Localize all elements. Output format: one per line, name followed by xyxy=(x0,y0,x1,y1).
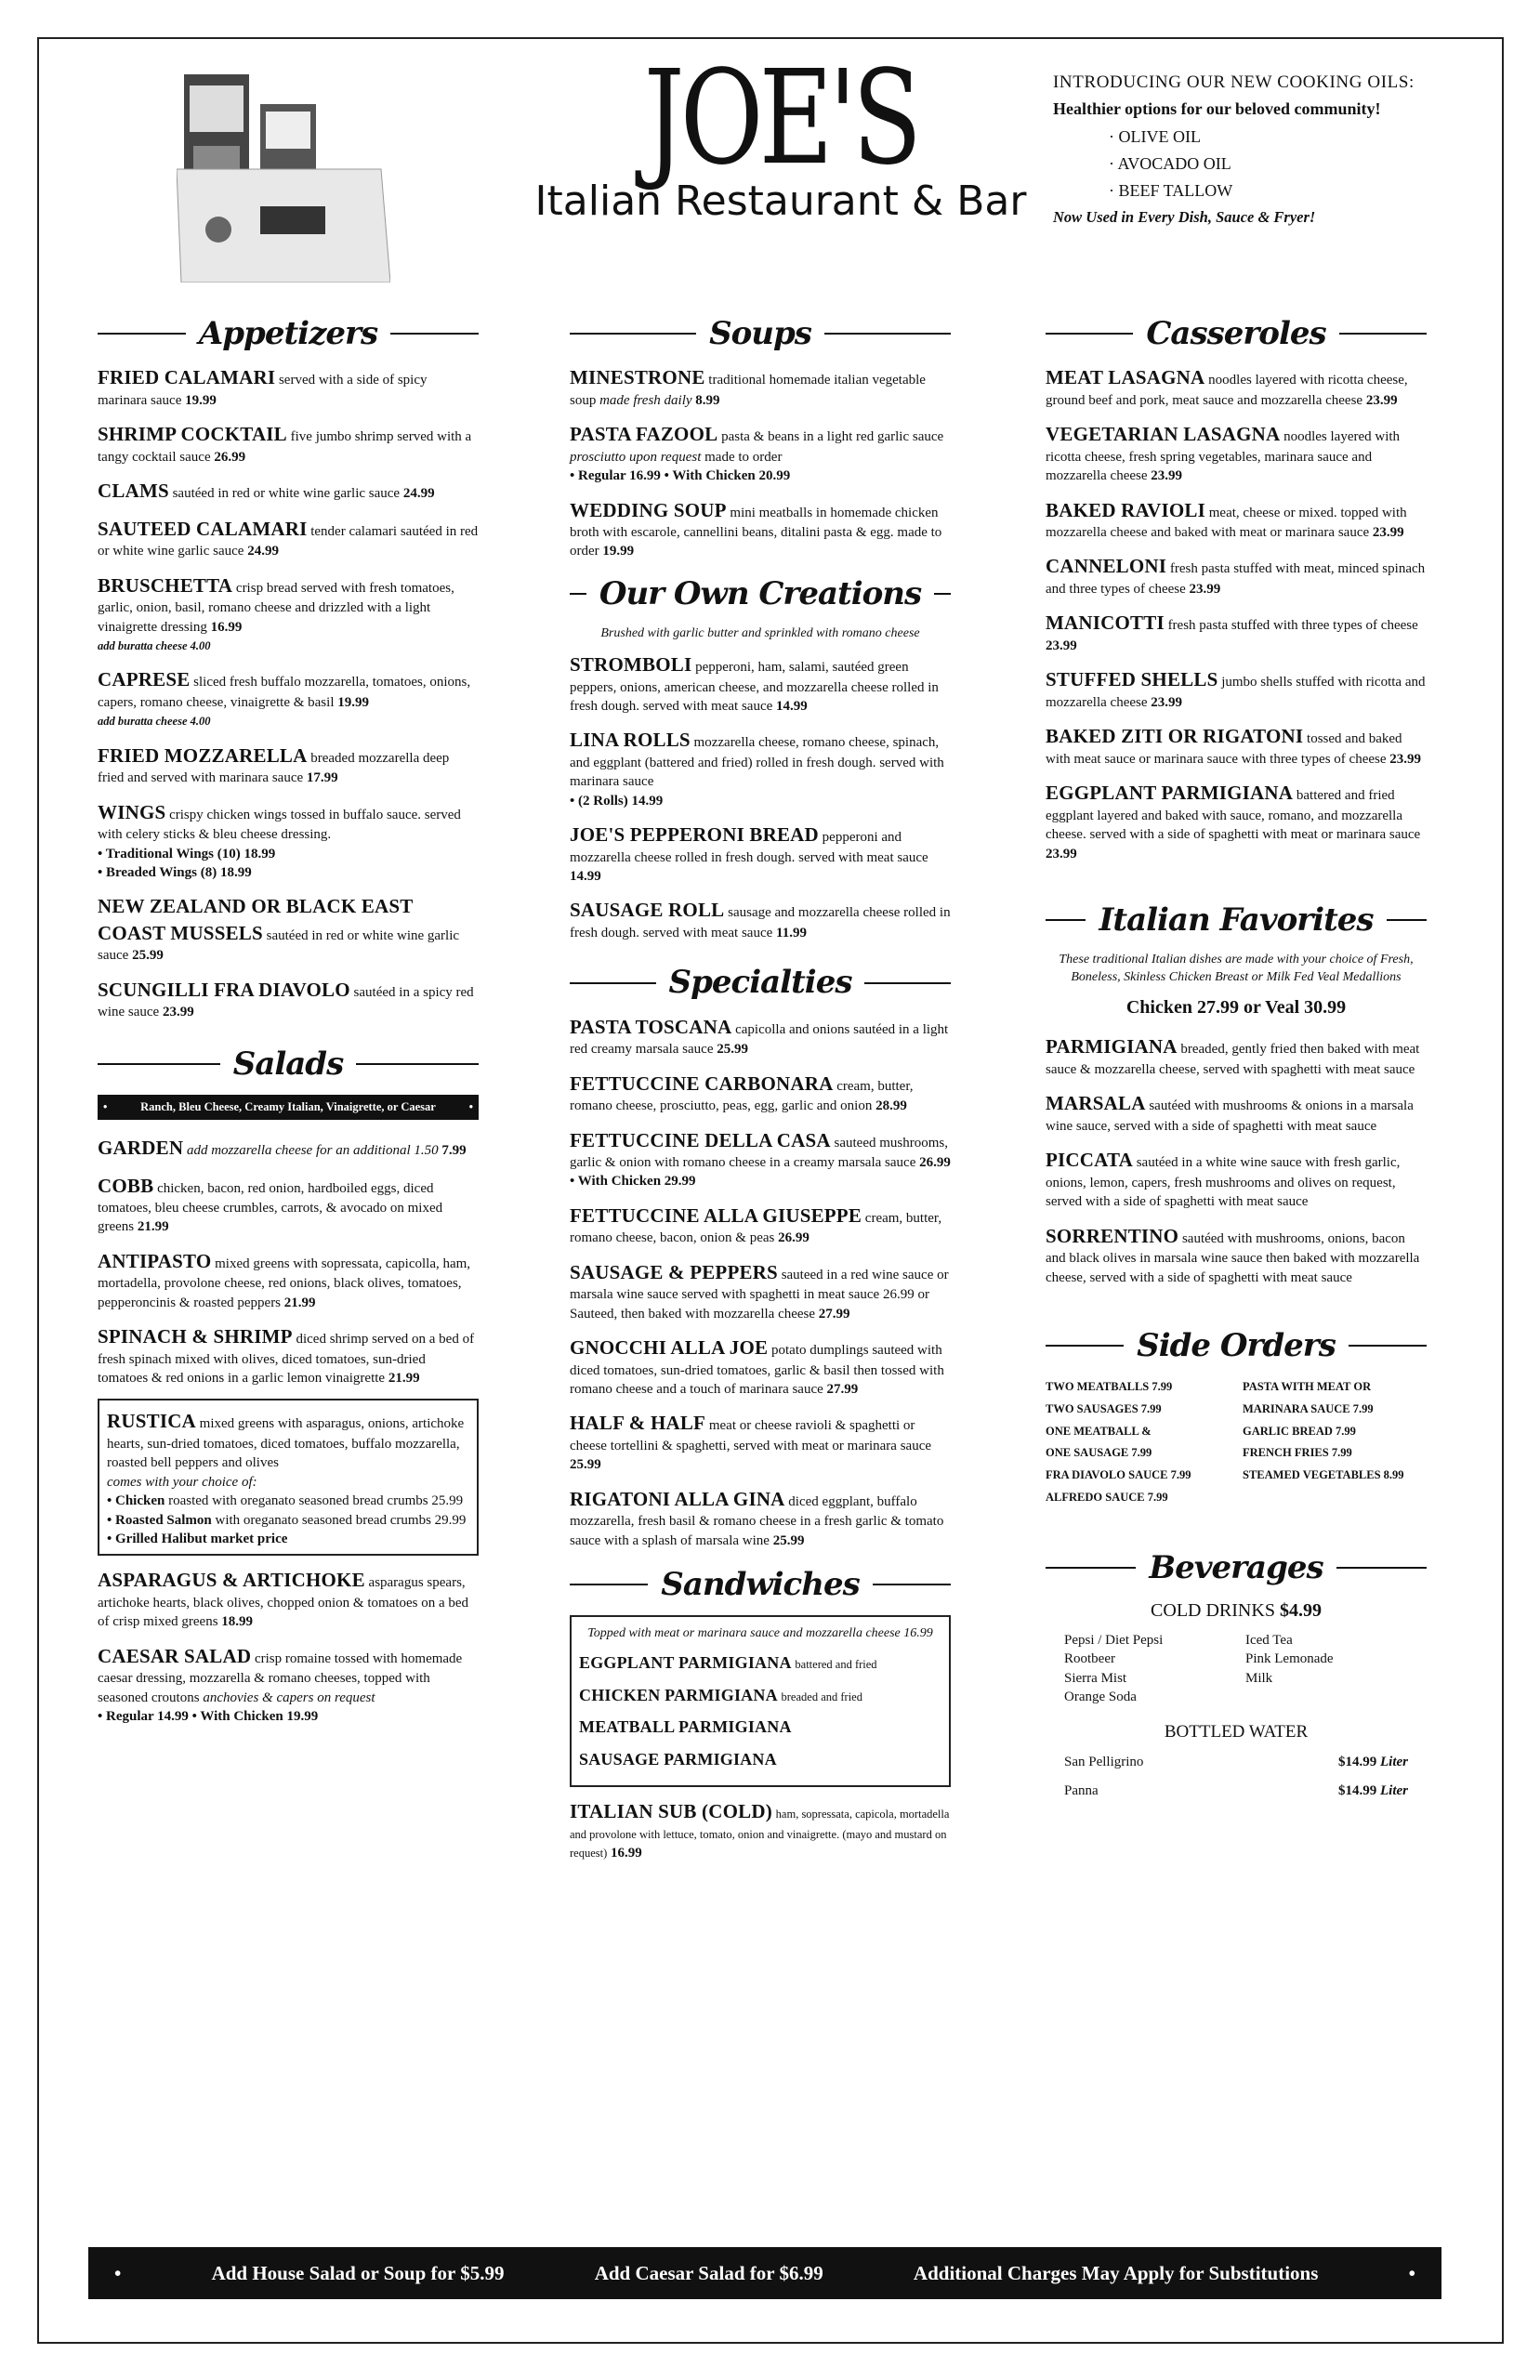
appetizers-heading: Appetizers xyxy=(98,312,479,355)
oil-item: · BEEF TALLOW xyxy=(1109,180,1233,200)
footer-caesar-salad: Add Caesar Salad for $6.99 xyxy=(594,2261,823,2284)
side-item: STEAMED VEGETABLES 8.99 xyxy=(1243,1468,1404,1482)
menu-item: RIGATONI ALLA GINA diced eggplant, buffalo mozzarella, fresh basil & romano cheese in a fresh garlic & tomato sauce with a splash of marsala wine 25.99 xyxy=(570,1487,944,1548)
menu-item: SHRIMP COCKTAIL five jumbo shrimp served with a tangy cocktail sauce 26.99 xyxy=(98,423,472,465)
sandwiches-heading: Sandwiches xyxy=(570,1563,951,1606)
menu-item: SAUSAGE & PEPPERS sauteed in a red wine sauce or marsala wine sauce served with spaghetti in meat sauce 26.99 or Sauteed, then baked with mozzarella cheese 27.99 xyxy=(570,1260,949,1321)
soups-list xyxy=(570,364,951,561)
side-item: FRENCH FRIES 7.99 xyxy=(1243,1446,1352,1460)
column-middle xyxy=(570,307,951,1874)
side-item: PASTA WITH MEAT OR xyxy=(1243,1380,1372,1394)
creations-heading: Our Own Creations xyxy=(570,572,951,615)
drink-item: Orange Soda xyxy=(1064,1690,1137,1705)
logo-text: JOE'S xyxy=(643,43,918,194)
beverages-section: COLD DRINKS $4.99 Pepsi / Diet Pepsi Rootbeer Sierra Mist Orange Soda Iced Tea Pink Lemonade Milk BOTTLED WATER San Pelligrino $14.99 Liter Panna $14.99 Liter xyxy=(1046,1598,1427,1800)
footer-house-salad: Add House Salad or Soup for $5.99 xyxy=(211,2261,505,2284)
water-item: San Pelligrino $14.99 Liter xyxy=(1064,1755,1408,1770)
sandwich-item: EGGPLANT PARMIGIANA battered and fried xyxy=(579,1653,877,1673)
specialties-list xyxy=(570,1014,951,1550)
sandwiches-box: Topped with meat or marinara sauce and mozzarella cheese 16.99 EGGPLANT PARMIGIANA battered and fried CHICKEN PARMIGIANA breaded and fried MEATBALL PARMIGIANA SAUSAGE PARMIGIANA xyxy=(570,1615,951,1787)
footer-substitutions: Additional Charges May Apply for Substitutions xyxy=(913,2261,1319,2284)
drink-item: Milk xyxy=(1245,1670,1273,1686)
casseroles-heading: Casseroles xyxy=(1046,312,1427,355)
dressings-bar: • Ranch, Bleu Cheese, Creamy Italian, Vinaigrette, or Caesar • xyxy=(98,1095,479,1120)
menu-item: CANNELONI fresh pasta stuffed with meat, minced spinach and three types of cheese 23.99 xyxy=(1046,555,1426,597)
oil-item: · AVOCADO OIL xyxy=(1109,154,1231,174)
menu-item: FETTUCCINE ALLA GIUSEPPE cream, butter, romano cheese, bacon, onion & peas 26.99 xyxy=(570,1203,942,1246)
oils-note: Now Used in Every Dish, Sauce & Fryer! xyxy=(1053,207,1316,226)
sandwich-item: MEATBALL PARMIGIANA xyxy=(579,1717,792,1737)
restaurant-logo xyxy=(520,43,1041,225)
rustica-box: RUSTICA mixed greens with asparagus, onions, artichoke hearts, sun-dried tomatoes, diced tomatoes, buffalo mozzarella, roasted bell peppers and olives comes with your choice of: • Chicken roasted with oreganato seasoned bread crumbs 25.99 • Roasted Salmon with oreganato seasoned bread crumbs 29.99 • Grilled Halibut market price xyxy=(98,1399,479,1556)
menu-item: PASTA FAZOOL pasta & beans in a light red garlic sauce prosciutto upon request made to order • Regular 16.99 • With Chicken 20.99 xyxy=(570,423,944,484)
drink-item: Iced Tea xyxy=(1245,1633,1293,1649)
appetizers-list xyxy=(98,364,479,1021)
sides-list xyxy=(1046,1376,1427,1509)
specialties-heading: Specialties xyxy=(570,961,951,1004)
menu-item: ANTIPASTO mixed greens with sopressata, capicolla, ham, mortadella, provolone cheese, red onions, black olives, tomatoes, pepperoncinis & roasted peppers 21.99 xyxy=(98,1249,471,1310)
column-left xyxy=(98,307,479,1737)
column-right xyxy=(1046,307,1427,1809)
menu-item: EGGPLANT PARMIGIANA battered and fried eggplant layered and baked with sauce, romano, and mozzarella cheese. served with a side of spaghetti with meat or marinara sauce 23.99 xyxy=(1046,782,1421,861)
menu-item: MEAT LASAGNA noodles layered with ricotta cheese, ground beef and pork, meat sauce and mozzarella cheese 23.99 xyxy=(1046,366,1408,408)
favorites-note: These traditional Italian dishes are made with your choice of Fresh, Boneless, Skinless Chicken Breast or Milk Fed Veal Medallions xyxy=(1059,953,1414,985)
menu-item: HALF & HALF meat or cheese ravioli & spaghetti or cheese tortellini & spaghetti, served with meat or marinara sauce 25.99 xyxy=(570,1412,932,1473)
drink-item: Sierra Mist xyxy=(1064,1670,1127,1686)
menu-item: ITALIAN SUB (COLD) ham, sopressata, capicola, mortadella and provolone with lettuce, tomato, onion and vinaigrette. (mayo and mustard on request) 16.99 xyxy=(570,1800,950,1861)
side-item: MARINARA SAUCE 7.99 xyxy=(1243,1401,1374,1415)
menu-item: WEDDING SOUP mini meatballs in homemade chicken broth with escarole, cannellini beans, ditalini pasta & egg. made to order 19.99 xyxy=(570,498,942,559)
oils-subtitle: Healthier options for our beloved community! xyxy=(1053,99,1381,118)
menu-item: CAESAR SALAD crisp romaine tossed with homemade caesar dressing, mozzarella & romano cheeses, topped with seasoned croutons anchovies & capers on request • Regular 14.99 • With Chicken 19.99 xyxy=(98,1644,463,1725)
menu-item: SPINACH & SHRIMP diced shrimp served on a bed of fresh spinach mixed with olives, diced tomatoes, sun-dried tomatoes & red onions in a garlic lemon vinaigrette 21.99 xyxy=(98,1325,475,1387)
menu-item: WINGS crispy chicken wings tossed in buffalo sauce. served with celery sticks & bleu cheese dressing. • Traditional Wings (10) 18.99 • Breaded Wings (8) 18.99 xyxy=(98,800,461,880)
menu-item: MANICOTTI fresh pasta stuffed with three types of cheese 23.99 xyxy=(1046,611,1418,653)
favorites-list xyxy=(1046,1033,1427,1287)
side-item: ONE MEATBALL & xyxy=(1046,1424,1152,1438)
menu-item: STUFFED SHELLS jumbo shells stuffed with ricotta and mozzarella cheese 23.99 xyxy=(1046,668,1426,710)
oils-title: INTRODUCING OUR NEW COOKING OILS: xyxy=(1053,72,1415,92)
beverages-heading: Beverages xyxy=(1046,1546,1427,1589)
menu-item: NEW ZEALAND OR BLACK EAST COAST MUSSELS sautéed in red or white wine garlic sauce 25.99 xyxy=(98,895,460,964)
footer-bar: • Add House Salad or Soup for $5.99 Add Caesar Salad for $6.99 Additional Charges May Apply for Substitutions • xyxy=(88,2247,1441,2299)
favorites-heading: Italian Favorites xyxy=(1046,899,1427,941)
menu-item: MINESTRONE traditional homemade italian vegetable soup made fresh daily 8.99 xyxy=(570,366,926,408)
drink-item: Pepsi / Diet Pepsi xyxy=(1064,1633,1164,1649)
salads-list xyxy=(98,1135,479,1388)
menu-item: COBB chicken, bacon, red onion, hardboiled eggs, diced tomatoes, bleu cheese crumbles, carrots, & avocado on mixed greens 21.99 xyxy=(98,1174,443,1235)
side-item: ONE SAUSAGE 7.99 xyxy=(1046,1446,1152,1460)
menu-item: FRIED CALAMARI served with a side of spicy marinara sauce 19.99 xyxy=(98,366,428,408)
oils-list xyxy=(1109,124,1436,204)
menu-item: CAPRESE sliced fresh buffalo mozzarella, tomatoes, onions, capers, romano cheese, vinaigrette & basil 19.99 add buratta cheese 4.00 xyxy=(98,668,471,729)
sandwich-item: CHICKEN PARMIGIANA breaded and fried xyxy=(579,1685,862,1704)
menu-item: STROMBOLI pepperoni, ham, salami, sautéed green peppers, onions, american cheese, and mozzarella cheese rolled in fresh dough. served with meat sauce 14.99 xyxy=(570,653,939,715)
creations-note: Brushed with garlic butter and sprinkled with romano cheese xyxy=(600,626,920,641)
menu-item: FETTUCCINE CARBONARA cream, butter, romano cheese, prosciutto, peas, egg, garlic and onion 28.99 xyxy=(570,1072,914,1114)
menu-item: BAKED ZITI OR RIGATONI tossed and baked with meat sauce or marinara sauce with three types of cheese 23.99 xyxy=(1046,725,1422,767)
side-item: TWO SAUSAGES 7.99 xyxy=(1046,1401,1162,1415)
side-item: ALFREDO SAUCE 7.99 xyxy=(1046,1490,1168,1504)
menu-item: GNOCCHI ALLA JOE potato dumplings sauteed with diced tomatoes, sun-dried tomatoes, garlic & basil then tossed with romano cheese and a touch of marinara sauce 27.99 xyxy=(570,1336,944,1398)
menu-item: LINA ROLLS mozzarella cheese, romano cheese, spinach, and eggplant (battered and fried) rolled in fresh dough. served with marinara sauce • (2 Rolls) 14.99 xyxy=(570,729,944,809)
menu-item: GARDEN add mozzarella cheese for an additional 1.50 7.99 xyxy=(98,1136,467,1159)
side-item: TWO MEATBALLS 7.99 xyxy=(1046,1380,1173,1394)
menu-item: FETTUCCINE DELLA CASA sauteed mushrooms, garlic & onion with romano cheese in a creamy marsala sauce 26.99 • With Chicken 29.99 xyxy=(570,1128,951,1190)
water-list xyxy=(1046,1753,1427,1800)
menu-item: SCUNGILLI FRA DIAVOLO sautéed in a spicy red wine sauce 23.99 xyxy=(98,978,474,1020)
salads-list-2 xyxy=(98,1567,479,1726)
water-item: Panna $14.99 Liter xyxy=(1064,1782,1408,1798)
menu-item: SORRENTINO sautéed with mushrooms, onions, bacon and black olives in marsala wine sauce then baked with mozzarella cheese, served with a side of spaghetti with meat sauce xyxy=(1046,1224,1420,1285)
menu-item: PARMIGIANA breaded, gently fried then baked with meat sauce & mozzarella cheese, served with spaghetti with meat sauce xyxy=(1046,1035,1420,1077)
creations-list xyxy=(570,651,951,942)
cooking-oils-announcement xyxy=(1053,72,1436,227)
favorites-prices: Chicken 27.99 or Veal 30.99 xyxy=(1125,997,1347,1019)
menu-item: BAKED RAVIOLI meat, cheese or mixed. topped with mozzarella cheese and baked with meat or marinara sauce 23.99 xyxy=(1046,498,1407,541)
menu-item: PICCATA sautéed in a white wine sauce with fresh garlic, onions, lemon, capers, fresh mushrooms and olives on request, served with a side of spaghetti with meat sauce xyxy=(1046,1149,1401,1210)
salads-heading: Salads xyxy=(98,1043,479,1085)
side-item: GARLIC BREAD 7.99 xyxy=(1243,1424,1356,1438)
menu-item: SAUSAGE ROLL sausage and mozzarella cheese rolled in fresh dough. served with meat sauce 11.99 xyxy=(570,899,951,941)
menu-item: ASPARAGUS & ARTICHOKE asparagus spears, artichoke hearts, black olives, chopped onion & tomatoes on a bed of crisp mixed greens 18.99 xyxy=(98,1569,469,1630)
logo-subtitle: Italian Restaurant & Bar xyxy=(534,178,1027,225)
drink-item: Rootbeer xyxy=(1064,1651,1115,1667)
menu-item: SAUTEED CALAMARI tender calamari sautéed in red or white wine garlic sauce 24.99 xyxy=(98,517,479,559)
menu-item: CLAMS sautéed in red or white wine garlic sauce 24.99 xyxy=(98,480,435,503)
drink-item: Pink Lemonade xyxy=(1245,1651,1334,1667)
soups-heading: Soups xyxy=(570,312,951,355)
sandwich-item: SAUSAGE PARMIGIANA xyxy=(579,1749,777,1769)
menu-item: FRIED MOZZARELLA breaded mozzarella deep fried and served with marinara sauce 17.99 xyxy=(98,743,450,786)
menu-item: PASTA TOSCANA capicolla and onions sautéed in a light red creamy marsala sauce 25.99 xyxy=(570,1015,949,1058)
menu-item: BRUSCHETTA crisp bread served with fresh tomatoes, garlic, onion, basil, romano cheese and drizzled with a light vinaigrette dressing 16.99 add buratta cheese 4.00 xyxy=(98,573,454,652)
casseroles-list xyxy=(1046,364,1427,863)
menu-item: JOE'S PEPPERONI BREAD pepperoni and mozzarella cheese rolled in fresh dough. served with meat sauce 14.99 xyxy=(570,823,928,885)
menu-item: MARSALA sautéed with mushrooms & onions in a marsala wine sauce, served with a side of spaghetti with meat sauce xyxy=(1046,1092,1414,1134)
menu-item: VEGETARIAN LASAGNA noodles layered with ricotta cheese, fresh spring vegetables, marinara sauce and mozzarella cheese 23.99 xyxy=(1046,423,1401,484)
cold-drinks-list xyxy=(1046,1631,1427,1707)
cooking-oil-products-image xyxy=(177,67,390,283)
oil-item: · OLIVE OIL xyxy=(1109,127,1201,147)
sides-heading: Side Orders xyxy=(1046,1324,1427,1367)
side-item: FRA DIAVOLO SAUCE 7.99 xyxy=(1046,1468,1191,1482)
